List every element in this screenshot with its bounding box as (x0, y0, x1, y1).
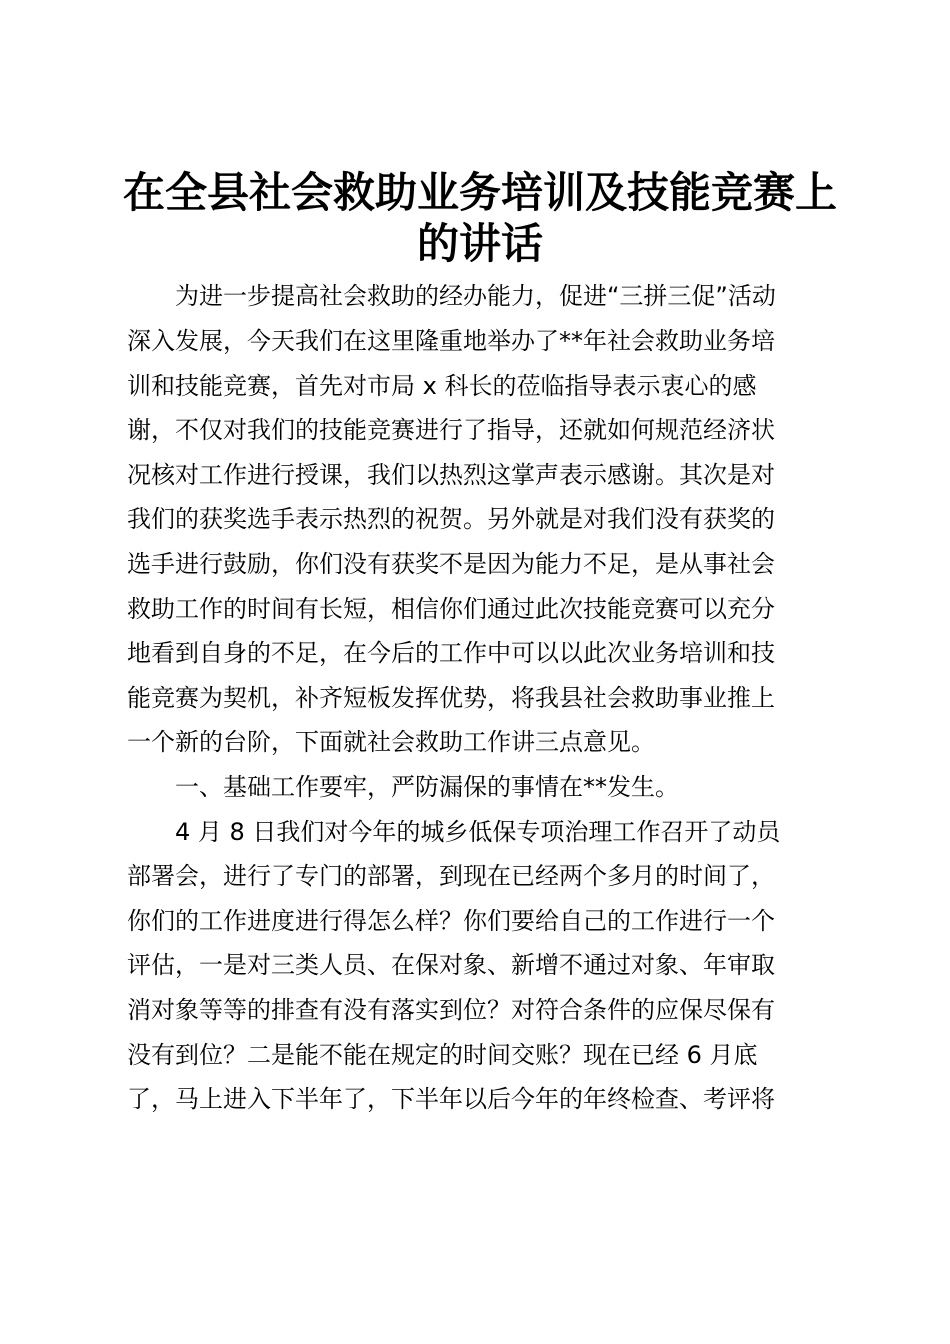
document-title-line-1: 在全县社会救助业务培训及技能竞赛上 (122, 168, 837, 217)
paragraph-line: 我们的获奖选手表示热烈的祝贺。另外就是对我们没有获奖的 (127, 505, 775, 533)
paragraph-line: 况核对工作进行授课，我们以热烈这掌声表示感谢。其次是对 (127, 461, 775, 489)
paragraph-line: 能竞赛为契机，补齐短板发挥优势，将我县社会救助事业推上 (127, 684, 775, 712)
paragraph-line: 你们的工作进度进行得怎么样？你们要给自己的工作进行一个 (127, 907, 775, 935)
paragraph-line: 消对象等等的排查有没有落实到位？对符合条件的应保尽保有 (127, 996, 775, 1024)
paragraph-line: 一个新的台阶，下面就社会救助工作讲三点意见。 (127, 728, 655, 756)
paragraph-line: 为进一步提高社会救助的经办能力，促进“三拼三促”活动 (175, 282, 776, 310)
paragraph-line: 没有到位？二是能不能在规定的时间交账？现在已经 6 月底 (127, 1041, 758, 1069)
paragraph-line: 训和技能竞赛，首先对市局 x 科长的莅临指导表示衷心的感 (127, 372, 757, 400)
paragraph-line: 地看到自身的不足，在今后的工作中可以以此次业务培训和技 (127, 639, 775, 667)
paragraph-line: 评估，一是对三类人员、在保对象、新增不通过对象、年审取 (127, 951, 775, 979)
paragraph-line: 深入发展，今天我们在这里隆重地举办了**年社会救助业务培 (127, 327, 775, 355)
section-heading: 一、基础工作要牢，严防漏保的事情在**发生。 (175, 773, 679, 801)
paragraph-line: 4 月 8 日我们对今年的城乡低保专项治理工作召开了动员 (175, 818, 781, 846)
paragraph-line: 部署会，进行了专门的部署，到现在已经两个多月的时间了， (127, 862, 775, 890)
paragraph-line: 谢，不仅对我们的技能竞赛进行了指导，还就如何规范经济状 (127, 416, 775, 444)
document-title-line-2: 的讲话 (416, 219, 543, 268)
paragraph-line: 了，马上进入下半年了，下半年以后今年的年终检查、考评将 (127, 1085, 775, 1113)
paragraph-line: 救助工作的时间有长短，相信你们通过此次技能竞赛可以充分 (127, 595, 775, 623)
paragraph-line: 选手进行鼓励，你们没有获奖不是因为能力不足，是从事社会 (127, 550, 775, 578)
